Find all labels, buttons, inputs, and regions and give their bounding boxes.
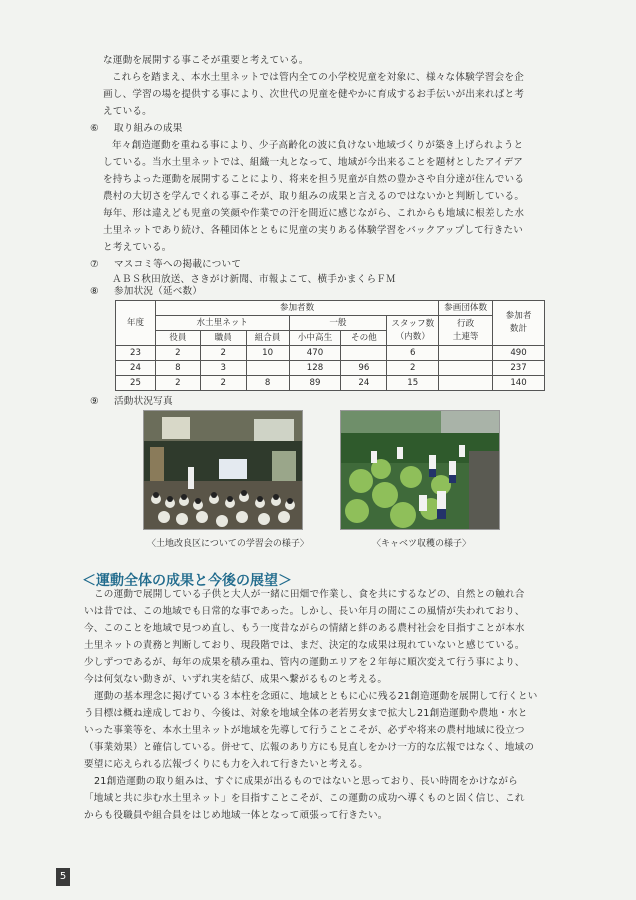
- header-participants: 参加者数: [155, 301, 438, 316]
- cell-others: [341, 346, 387, 361]
- cell-staff-members: 3: [200, 361, 246, 376]
- header-general: 一般: [289, 316, 387, 331]
- section-number: ⑥: [90, 123, 99, 134]
- section-title: マスコミ等への掲載について: [114, 259, 242, 270]
- cell-staff: 2: [387, 361, 439, 376]
- body-line: 「地域と共に歩む水土里ネット」を目指すことこそが、この運動の成功へ導くものと固く信じ、これ: [84, 793, 525, 804]
- media-list: ＡＢＳ秋田放送、さきがけ新聞、市報よこて、横手かまくらＦＭ: [112, 274, 396, 285]
- section-8-heading: [90, 283, 202, 300]
- header-staff-members: 職員: [200, 331, 246, 346]
- header-members: 組合員: [246, 331, 289, 346]
- cell-students: 470: [289, 346, 341, 361]
- cell-students: 128: [289, 361, 341, 376]
- table-row: [116, 376, 545, 391]
- cell-admin: [439, 376, 493, 391]
- body-line: 今、このことを地域で見つめ直し、もう一度昔ながらの情緒と絆のある農村社会を目指すことが本水: [84, 623, 525, 634]
- body-line: う目標は概ね達成しており、今後は、対象を地域全体の老若男女まで拡大し21創造運動や農地・水と: [84, 708, 528, 719]
- cell-others: 24: [341, 376, 387, 391]
- header-year: 年度: [116, 301, 156, 346]
- page-number: 5: [56, 868, 70, 886]
- section-6-heading: [90, 120, 183, 137]
- cell-year: 23: [116, 346, 156, 361]
- body-line: 21創造運動の取り組みは、すぐに成果が出るものではないと思っており、長い時間をかけながら: [94, 776, 518, 787]
- header-students: 小中高生: [289, 331, 341, 346]
- cell-admin: [439, 346, 493, 361]
- cell-members: [246, 361, 289, 376]
- body-line: からも役職員や組合員をはじめ地域一体となって頑張って行きたい。: [84, 810, 388, 821]
- participation-table: [115, 300, 545, 391]
- intro-line: これらを踏まえ、本水土里ネットでは管内全ての小学校児童を対象に、様々な体験学習会を企: [112, 72, 524, 83]
- cell-officers: 2: [155, 346, 200, 361]
- body-line: いった事業等を、本水土里ネットが地域を先導して行うことこそが、必ずや将来の農村地域に役立つ: [84, 725, 525, 736]
- section-9-heading: [90, 393, 173, 410]
- body-line: 運動の基本理念に掲げている３本柱を念頭に、地域とともに心に残る21創造運動を展開して行くとい: [94, 691, 538, 702]
- cell-staff-members: 2: [200, 376, 246, 391]
- section-number: ⑦: [90, 259, 99, 270]
- cell-students: 89: [289, 376, 341, 391]
- cell-officers: 8: [155, 361, 200, 376]
- section-title: 活動状況写真: [114, 396, 173, 407]
- section-6-line: 土里ネットであり続け、各種団体とともに児童の実りある体験学習をバックアップして行きたい: [103, 225, 524, 236]
- body-line: （事業効果）と確信している。併せて、広報のあり方にも見直しをかけ一方的な広報ではなく、地域の: [84, 742, 535, 753]
- cell-total: 490: [493, 346, 545, 361]
- summary-heading: ＜運動全体の成果と今後の展望＞: [82, 573, 292, 589]
- section-number: ⑧: [90, 286, 99, 297]
- header-total: 参加者 数計: [493, 301, 545, 346]
- intro-line: えている。: [103, 106, 152, 117]
- body-line: 土里ネットの責務と判断しており、現段階では、まだ、決定的な成果は現れていないと感じている。: [84, 640, 525, 651]
- section-title: 参加状況（延べ数）: [114, 286, 203, 297]
- cabbage-harvest-photo: [340, 410, 500, 530]
- cell-staff: 15: [387, 376, 439, 391]
- section-6-line: 農村の大切さを学んでくれる事こそが、取り組みの成果と言えるのではないかと判断している。: [103, 191, 525, 202]
- section-6-line: 毎年、形は違えども児童の笑顔や作業での汗を間近に感じながら、これからも地域に根差した水: [103, 208, 525, 219]
- header-groups: 参画団体数: [439, 301, 493, 316]
- section-6-line: している。当水土里ネットでは、組織一丸となって、地域が今出来ることを題材としたアイデア: [103, 157, 524, 168]
- cell-members: 8: [246, 376, 289, 391]
- photo-caption-right: 〈キャベツ収穫の様子〉: [372, 539, 472, 549]
- body-line: 少しずつであるが、毎年の成果を積み重ね、管内の運動エリアを２年毎に順次変えて行う事により、: [84, 657, 525, 668]
- cell-admin: [439, 361, 493, 376]
- cell-staff-members: 2: [200, 346, 246, 361]
- table-row: [116, 361, 545, 376]
- cell-year: 25: [116, 376, 156, 391]
- intro-line: な運動を展開する事こそが重要と考えている。: [103, 55, 309, 66]
- header-others: その他: [341, 331, 387, 346]
- body-line: 要望に応えられる広報づくりにも力を入れて行きたいと考える。: [84, 759, 369, 770]
- cell-officers: 2: [155, 376, 200, 391]
- header-staff: スタッフ数 （内数）: [387, 316, 439, 346]
- cell-year: 24: [116, 361, 156, 376]
- cell-staff: 6: [387, 346, 439, 361]
- header-admin: 行政 土連等: [439, 316, 493, 346]
- cell-members: 10: [246, 346, 289, 361]
- section-number: ⑨: [90, 396, 99, 407]
- section-6-line: と考えている。: [103, 242, 172, 253]
- body-line: いは昔では、この地域でも日常的な事であった。しかし、長い年月の間にこの風情が失われており、: [84, 606, 525, 617]
- section-title: 取り組みの成果: [114, 123, 183, 134]
- cell-total: 140: [493, 376, 545, 391]
- cell-total: 237: [493, 361, 545, 376]
- intro-line: 画し、学習の場を提供する事により、次世代の児童を健やかに育成するお手伝いが出来ればと考: [103, 89, 525, 100]
- table-row: [116, 346, 545, 361]
- section-6-line: を持ちよった運動を展開することにより、将来を担う児童が自然の豊かさや自分達が住んでいる: [103, 174, 525, 185]
- section-6-line: 年々創造運動を重ねる事により、少子高齢化の波に負けない地域づくりが築き上げられようと: [112, 140, 524, 151]
- study-session-photo: [143, 410, 303, 530]
- header-mizutori: 水土里ネット: [155, 316, 289, 331]
- cell-others: 96: [341, 361, 387, 376]
- photo-caption-left: 〈土地改良区についての学習会の様子〉: [147, 539, 309, 549]
- body-line: 今は何気ない動きが、いずれ実を結び、成果へ繋がるものと考える。: [84, 674, 388, 685]
- header-officers: 役員: [155, 331, 200, 346]
- body-line: この運動で展開している子供と大人が一緒に田畑で作業し、食を共にするなどの、自然との触れ合: [94, 589, 525, 600]
